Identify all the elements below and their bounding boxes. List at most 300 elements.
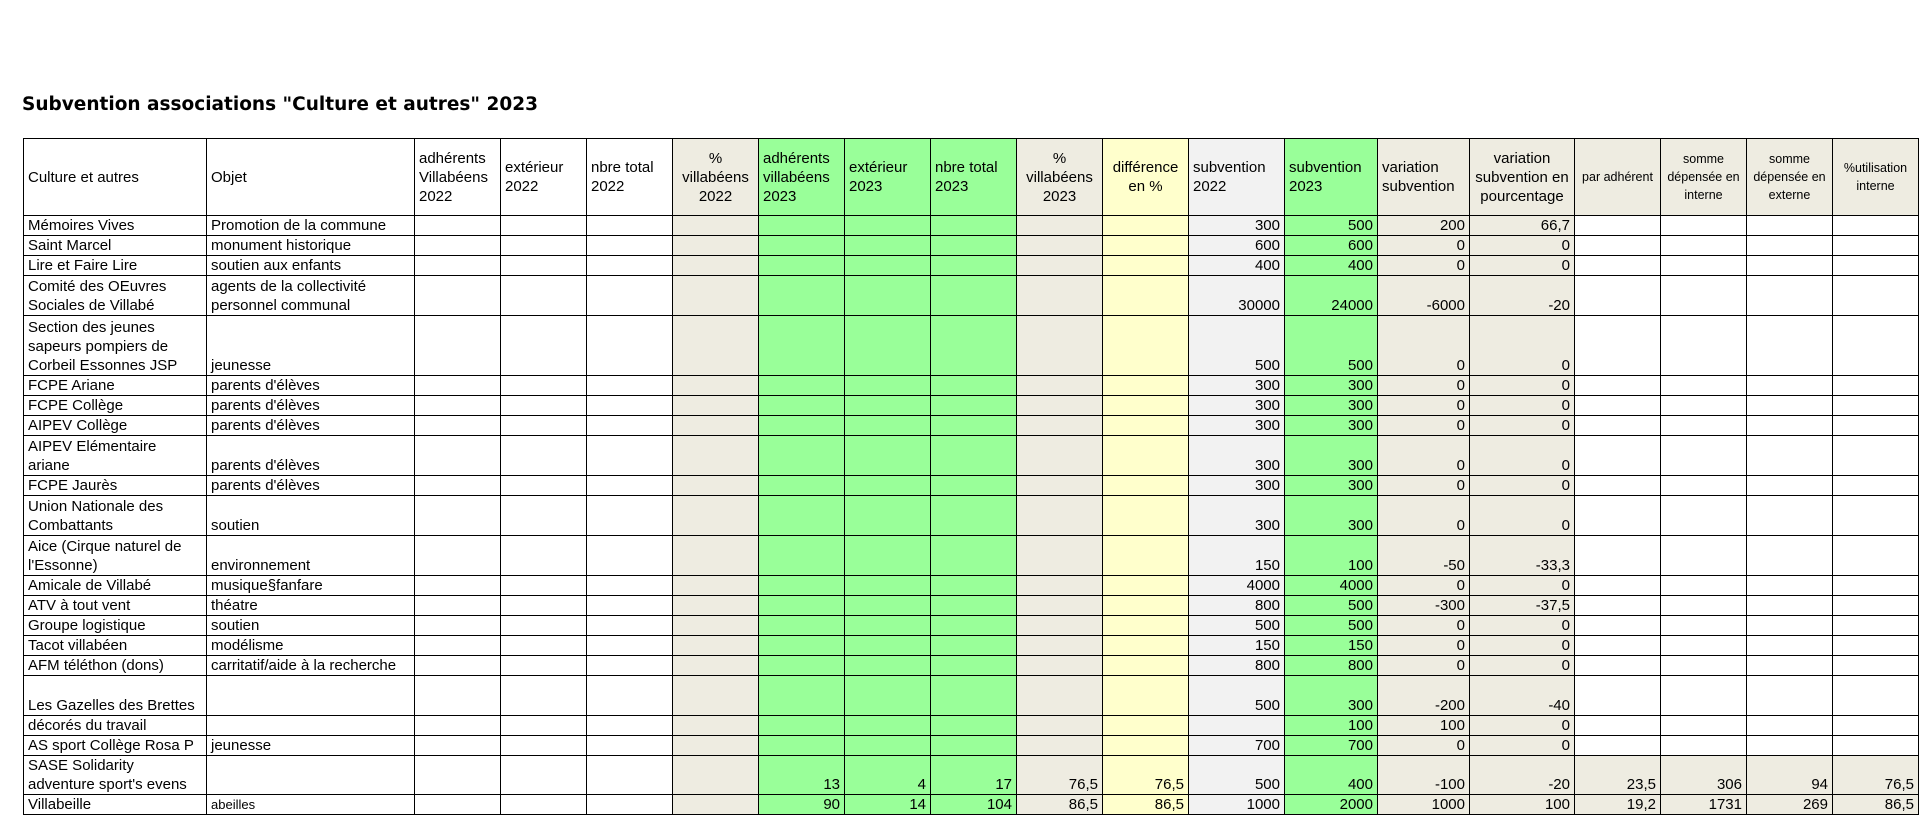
- cell-exterieur-2023: [845, 256, 931, 276]
- header-cell: adhérents villabéens 2023: [759, 139, 845, 216]
- cell-variation-pct: 0: [1470, 256, 1575, 276]
- cell-pct-2022: [673, 716, 759, 736]
- cell-total-2023: [931, 536, 1017, 576]
- cell-subvention-2023: 300: [1285, 496, 1378, 536]
- cell-exterieur-2023: [845, 596, 931, 616]
- cell-adherents-2022: [415, 676, 501, 716]
- cell-exterieur-2022: [501, 576, 587, 596]
- cell-total-2023: [931, 736, 1017, 756]
- cell-difference: [1103, 676, 1189, 716]
- cell-total-2022: [587, 496, 673, 536]
- cell-variation: 0: [1378, 376, 1470, 396]
- cell-variation: 0: [1378, 616, 1470, 636]
- cell-objet: abeilles: [207, 795, 415, 815]
- cell-association: Mémoires Vives: [24, 216, 207, 236]
- cell-objet: théatre: [207, 596, 415, 616]
- cell-pct-2022: [673, 656, 759, 676]
- cell-interne: [1661, 596, 1747, 616]
- cell-exterieur-2023: [845, 616, 931, 636]
- cell-interne: [1661, 236, 1747, 256]
- cell-exterieur-2023: [845, 316, 931, 376]
- cell-subvention-2023: 300: [1285, 476, 1378, 496]
- cell-subvention-2022: 600: [1189, 236, 1285, 256]
- cell-par-adherent: [1575, 636, 1661, 656]
- cell-subvention-2022: 300: [1189, 216, 1285, 236]
- cell-objet: [207, 756, 415, 795]
- cell-total-2023: [931, 256, 1017, 276]
- cell-subvention-2022: 500: [1189, 756, 1285, 795]
- cell-par-adherent: [1575, 256, 1661, 276]
- cell-externe: [1747, 256, 1833, 276]
- cell-total-2022: [587, 756, 673, 795]
- cell-adherents-2023: [759, 236, 845, 256]
- cell-par-adherent: [1575, 616, 1661, 636]
- cell-difference: 76,5: [1103, 756, 1189, 795]
- cell-pct-2023: [1017, 496, 1103, 536]
- cell-association: Villabeille: [24, 795, 207, 815]
- cell-variation: 0: [1378, 496, 1470, 536]
- cell-total-2023: [931, 476, 1017, 496]
- cell-pct-2023: [1017, 416, 1103, 436]
- cell-utilisation: [1833, 256, 1919, 276]
- cell-adherents-2023: [759, 676, 845, 716]
- table-row: [24, 316, 1919, 376]
- cell-subvention-2022: 500: [1189, 616, 1285, 636]
- cell-association: ATV à tout vent: [24, 596, 207, 616]
- cell-adherents-2023: [759, 396, 845, 416]
- cell-externe: [1747, 676, 1833, 716]
- cell-subvention-2023: 800: [1285, 656, 1378, 676]
- cell-exterieur-2022: [501, 476, 587, 496]
- cell-interne: 306: [1661, 756, 1747, 795]
- cell-variation: 0: [1378, 316, 1470, 376]
- cell-subvention-2023: 500: [1285, 316, 1378, 376]
- cell-externe: [1747, 396, 1833, 416]
- cell-objet: parents d'élèves: [207, 436, 415, 476]
- subvention-table: [23, 138, 1919, 815]
- cell-subvention-2022: 300: [1189, 476, 1285, 496]
- header-cell: %utilisation interne: [1833, 139, 1919, 216]
- cell-difference: [1103, 256, 1189, 276]
- cell-difference: [1103, 716, 1189, 736]
- cell-total-2023: [931, 576, 1017, 596]
- cell-difference: [1103, 596, 1189, 616]
- cell-variation-pct: 0: [1470, 736, 1575, 756]
- cell-total-2022: [587, 436, 673, 476]
- cell-subvention-2023: 400: [1285, 256, 1378, 276]
- cell-externe: [1747, 436, 1833, 476]
- cell-subvention-2023: 100: [1285, 536, 1378, 576]
- cell-difference: [1103, 216, 1189, 236]
- cell-adherents-2023: [759, 476, 845, 496]
- cell-par-adherent: [1575, 316, 1661, 376]
- cell-association: AFM téléthon (dons): [24, 656, 207, 676]
- cell-interne: [1661, 576, 1747, 596]
- cell-exterieur-2023: [845, 536, 931, 576]
- cell-subvention-2023: 300: [1285, 676, 1378, 716]
- cell-interne: [1661, 316, 1747, 376]
- cell-association: SASE Solidarity adventure sport's evens: [24, 756, 207, 795]
- cell-variation-pct: -20: [1470, 276, 1575, 316]
- cell-utilisation: [1833, 576, 1919, 596]
- cell-externe: [1747, 576, 1833, 596]
- cell-exterieur-2023: [845, 216, 931, 236]
- cell-externe: [1747, 276, 1833, 316]
- cell-pct-2023: [1017, 736, 1103, 756]
- cell-par-adherent: 23,5: [1575, 756, 1661, 795]
- cell-exterieur-2022: [501, 616, 587, 636]
- cell-adherents-2022: [415, 316, 501, 376]
- cell-variation-pct: 0: [1470, 476, 1575, 496]
- cell-par-adherent: [1575, 656, 1661, 676]
- table-row: [24, 416, 1919, 436]
- cell-adherents-2022: [415, 216, 501, 236]
- cell-objet: parents d'élèves: [207, 476, 415, 496]
- cell-adherents-2023: 90: [759, 795, 845, 815]
- table-row: [24, 396, 1919, 416]
- cell-utilisation: [1833, 436, 1919, 476]
- table-row: [24, 576, 1919, 596]
- cell-pct-2023: [1017, 596, 1103, 616]
- cell-total-2022: [587, 316, 673, 376]
- cell-total-2022: [587, 476, 673, 496]
- cell-par-adherent: 19,2: [1575, 795, 1661, 815]
- cell-pct-2023: [1017, 396, 1103, 416]
- cell-interne: [1661, 676, 1747, 716]
- cell-association: Amicale de Villabé: [24, 576, 207, 596]
- cell-variation: 0: [1378, 436, 1470, 476]
- header-cell: extérieur 2022: [501, 139, 587, 216]
- cell-objet: environnement: [207, 536, 415, 576]
- cell-exterieur-2023: [845, 576, 931, 596]
- cell-adherents-2022: [415, 576, 501, 596]
- cell-interne: [1661, 736, 1747, 756]
- cell-utilisation: [1833, 496, 1919, 536]
- cell-pct-2022: [673, 476, 759, 496]
- cell-exterieur-2022: [501, 795, 587, 815]
- cell-pct-2022: [673, 756, 759, 795]
- cell-subvention-2023: 150: [1285, 636, 1378, 656]
- cell-pct-2023: [1017, 616, 1103, 636]
- cell-difference: [1103, 396, 1189, 416]
- cell-par-adherent: [1575, 716, 1661, 736]
- cell-total-2023: [931, 416, 1017, 436]
- cell-adherents-2022: [415, 416, 501, 436]
- cell-adherents-2022: [415, 396, 501, 416]
- cell-subvention-2022: 400: [1189, 256, 1285, 276]
- cell-exterieur-2022: [501, 636, 587, 656]
- cell-utilisation: [1833, 616, 1919, 636]
- cell-difference: [1103, 736, 1189, 756]
- cell-externe: [1747, 416, 1833, 436]
- cell-exterieur-2022: [501, 756, 587, 795]
- table-row: [24, 436, 1919, 476]
- cell-total-2022: [587, 236, 673, 256]
- cell-adherents-2023: [759, 316, 845, 376]
- cell-externe: 94: [1747, 756, 1833, 795]
- cell-subvention-2022: 150: [1189, 536, 1285, 576]
- cell-externe: [1747, 536, 1833, 576]
- cell-pct-2022: [673, 376, 759, 396]
- cell-par-adherent: [1575, 496, 1661, 536]
- cell-adherents-2023: [759, 736, 845, 756]
- cell-subvention-2022: 300: [1189, 396, 1285, 416]
- cell-adherents-2023: [759, 216, 845, 236]
- cell-difference: [1103, 376, 1189, 396]
- cell-total-2022: [587, 576, 673, 596]
- cell-externe: [1747, 236, 1833, 256]
- cell-difference: [1103, 276, 1189, 316]
- cell-objet: parents d'élèves: [207, 416, 415, 436]
- cell-externe: [1747, 376, 1833, 396]
- cell-adherents-2023: [759, 376, 845, 396]
- cell-difference: [1103, 436, 1189, 476]
- header-cell: nbre total 2022: [587, 139, 673, 216]
- header-cell: somme dépensée en externe: [1747, 139, 1833, 216]
- cell-subvention-2023: 300: [1285, 376, 1378, 396]
- table-row: [24, 756, 1919, 795]
- header-cell: différence en %: [1103, 139, 1189, 216]
- cell-variation-pct: 0: [1470, 656, 1575, 676]
- cell-pct-2022: [673, 396, 759, 416]
- cell-subvention-2023: 100: [1285, 716, 1378, 736]
- cell-variation-pct: -33,3: [1470, 536, 1575, 576]
- cell-par-adherent: [1575, 576, 1661, 596]
- cell-subvention-2022: 700: [1189, 736, 1285, 756]
- cell-interne: [1661, 476, 1747, 496]
- cell-par-adherent: [1575, 216, 1661, 236]
- cell-association: Section des jeunes sapeurs pompiers de Corbeil Essonnes JSP: [24, 316, 207, 376]
- cell-utilisation: [1833, 316, 1919, 376]
- cell-exterieur-2022: [501, 236, 587, 256]
- table-row: [24, 616, 1919, 636]
- cell-adherents-2022: [415, 236, 501, 256]
- cell-utilisation: [1833, 656, 1919, 676]
- cell-utilisation: [1833, 716, 1919, 736]
- cell-par-adherent: [1575, 236, 1661, 256]
- cell-exterieur-2023: [845, 416, 931, 436]
- cell-utilisation: [1833, 736, 1919, 756]
- cell-variation: 0: [1378, 396, 1470, 416]
- cell-subvention-2023: 2000: [1285, 795, 1378, 815]
- cell-variation-pct: 100: [1470, 795, 1575, 815]
- cell-utilisation: [1833, 276, 1919, 316]
- header-cell: % villabéens 2022: [673, 139, 759, 216]
- cell-total-2023: [931, 496, 1017, 536]
- cell-subvention-2023: 400: [1285, 756, 1378, 795]
- cell-adherents-2023: [759, 656, 845, 676]
- cell-subvention-2023: 4000: [1285, 576, 1378, 596]
- cell-adherents-2023: [759, 256, 845, 276]
- cell-externe: [1747, 656, 1833, 676]
- cell-interne: [1661, 716, 1747, 736]
- cell-variation-pct: -40: [1470, 676, 1575, 716]
- cell-total-2023: [931, 436, 1017, 476]
- cell-association: AS sport Collège Rosa P: [24, 736, 207, 756]
- cell-interne: [1661, 256, 1747, 276]
- header-cell: adhérents Villabéens 2022: [415, 139, 501, 216]
- cell-adherents-2023: 13: [759, 756, 845, 795]
- cell-utilisation: [1833, 596, 1919, 616]
- cell-total-2023: [931, 216, 1017, 236]
- cell-association: FCPE Collège: [24, 396, 207, 416]
- cell-pct-2022: [673, 616, 759, 636]
- cell-exterieur-2023: [845, 236, 931, 256]
- cell-subvention-2023: 300: [1285, 436, 1378, 476]
- cell-exterieur-2022: [501, 716, 587, 736]
- cell-total-2023: [931, 636, 1017, 656]
- cell-variation-pct: 0: [1470, 376, 1575, 396]
- cell-subvention-2023: 300: [1285, 416, 1378, 436]
- cell-association: AIPEV Collège: [24, 416, 207, 436]
- cell-total-2022: [587, 736, 673, 756]
- cell-total-2022: [587, 416, 673, 436]
- cell-objet: parents d'élèves: [207, 376, 415, 396]
- table-body: [24, 216, 1919, 815]
- cell-subvention-2023: 24000: [1285, 276, 1378, 316]
- cell-pct-2023: 86,5: [1017, 795, 1103, 815]
- cell-par-adherent: [1575, 676, 1661, 716]
- cell-objet: Promotion de la commune: [207, 216, 415, 236]
- cell-pct-2022: [673, 596, 759, 616]
- cell-externe: [1747, 636, 1833, 656]
- cell-pct-2023: [1017, 236, 1103, 256]
- header-cell: extérieur 2023: [845, 139, 931, 216]
- cell-pct-2022: [673, 276, 759, 316]
- table-row: [24, 376, 1919, 396]
- cell-adherents-2022: [415, 536, 501, 576]
- cell-exterieur-2023: [845, 676, 931, 716]
- header-cell: Culture et autres: [24, 139, 207, 216]
- cell-pct-2022: [673, 676, 759, 716]
- cell-pct-2022: [673, 416, 759, 436]
- cell-association: FCPE Jaurès: [24, 476, 207, 496]
- cell-association: décorés du travail: [24, 716, 207, 736]
- cell-total-2022: [587, 795, 673, 815]
- cell-externe: [1747, 316, 1833, 376]
- cell-adherents-2022: [415, 636, 501, 656]
- cell-subvention-2022: 500: [1189, 676, 1285, 716]
- cell-pct-2023: [1017, 436, 1103, 476]
- cell-total-2023: [931, 616, 1017, 636]
- cell-adherents-2022: [415, 656, 501, 676]
- cell-objet: monument historique: [207, 236, 415, 256]
- cell-pct-2023: [1017, 716, 1103, 736]
- cell-objet: jeunesse: [207, 736, 415, 756]
- cell-objet: [207, 716, 415, 736]
- header-cell: subvention 2023: [1285, 139, 1378, 216]
- cell-objet: [207, 676, 415, 716]
- cell-variation-pct: 0: [1470, 396, 1575, 416]
- cell-association: Tacot villabéen: [24, 636, 207, 656]
- cell-exterieur-2023: [845, 436, 931, 476]
- cell-exterieur-2023: [845, 736, 931, 756]
- cell-adherents-2022: [415, 276, 501, 316]
- cell-subvention-2022: 1000: [1189, 795, 1285, 815]
- cell-adherents-2022: [415, 756, 501, 795]
- cell-pct-2023: [1017, 256, 1103, 276]
- cell-pct-2023: [1017, 476, 1103, 496]
- cell-pct-2023: [1017, 676, 1103, 716]
- cell-utilisation: [1833, 376, 1919, 396]
- table-row: [24, 656, 1919, 676]
- cell-variation: 100: [1378, 716, 1470, 736]
- cell-exterieur-2022: [501, 376, 587, 396]
- cell-difference: [1103, 496, 1189, 536]
- cell-variation-pct: 0: [1470, 716, 1575, 736]
- cell-difference: [1103, 316, 1189, 376]
- cell-variation-pct: -20: [1470, 756, 1575, 795]
- cell-total-2023: [931, 716, 1017, 736]
- table-row: [24, 795, 1919, 815]
- cell-objet: carritatif/aide à la recherche: [207, 656, 415, 676]
- cell-subvention-2022: 300: [1189, 416, 1285, 436]
- cell-externe: [1747, 476, 1833, 496]
- cell-association: Groupe logistique: [24, 616, 207, 636]
- cell-subvention-2023: 500: [1285, 216, 1378, 236]
- cell-variation: -6000: [1378, 276, 1470, 316]
- table-row: [24, 276, 1919, 316]
- cell-interne: [1661, 636, 1747, 656]
- cell-par-adherent: [1575, 376, 1661, 396]
- cell-interne: [1661, 536, 1747, 576]
- cell-variation: 0: [1378, 256, 1470, 276]
- cell-utilisation: [1833, 236, 1919, 256]
- table-row: [24, 216, 1919, 236]
- cell-objet: agents de la collectivité personnel communal: [207, 276, 415, 316]
- cell-variation-pct: -37,5: [1470, 596, 1575, 616]
- table-row: [24, 496, 1919, 536]
- cell-pct-2023: 76,5: [1017, 756, 1103, 795]
- header-cell: somme dépensée en interne: [1661, 139, 1747, 216]
- table-row: [24, 676, 1919, 716]
- cell-adherents-2023: [759, 636, 845, 656]
- cell-total-2022: [587, 536, 673, 576]
- cell-difference: 86,5: [1103, 795, 1189, 815]
- cell-exterieur-2022: [501, 256, 587, 276]
- cell-subvention-2022: 300: [1189, 496, 1285, 536]
- cell-variation-pct: 0: [1470, 616, 1575, 636]
- cell-exterieur-2022: [501, 316, 587, 376]
- cell-variation: 0: [1378, 656, 1470, 676]
- cell-variation: 0: [1378, 636, 1470, 656]
- header-cell: par adhérent: [1575, 139, 1661, 216]
- cell-pct-2022: [673, 636, 759, 656]
- cell-interne: [1661, 276, 1747, 316]
- cell-interne: [1661, 496, 1747, 536]
- table-row: [24, 476, 1919, 496]
- cell-objet: soutien aux enfants: [207, 256, 415, 276]
- cell-exterieur-2023: [845, 276, 931, 316]
- cell-variation: -50: [1378, 536, 1470, 576]
- cell-exterieur-2022: [501, 596, 587, 616]
- cell-exterieur-2023: [845, 636, 931, 656]
- cell-association: Union Nationale des Combattants: [24, 496, 207, 536]
- cell-exterieur-2023: [845, 716, 931, 736]
- cell-variation: -200: [1378, 676, 1470, 716]
- cell-adherents-2023: [759, 436, 845, 476]
- cell-exterieur-2023: 4: [845, 756, 931, 795]
- cell-pct-2023: [1017, 376, 1103, 396]
- cell-subvention-2022: [1189, 716, 1285, 736]
- header-cell: nbre total 2023: [931, 139, 1017, 216]
- cell-total-2022: [587, 376, 673, 396]
- cell-interne: 1731: [1661, 795, 1747, 815]
- cell-association: Saint Marcel: [24, 236, 207, 256]
- cell-variation-pct: 0: [1470, 416, 1575, 436]
- header-cell: % villabéens 2023: [1017, 139, 1103, 216]
- cell-utilisation: [1833, 396, 1919, 416]
